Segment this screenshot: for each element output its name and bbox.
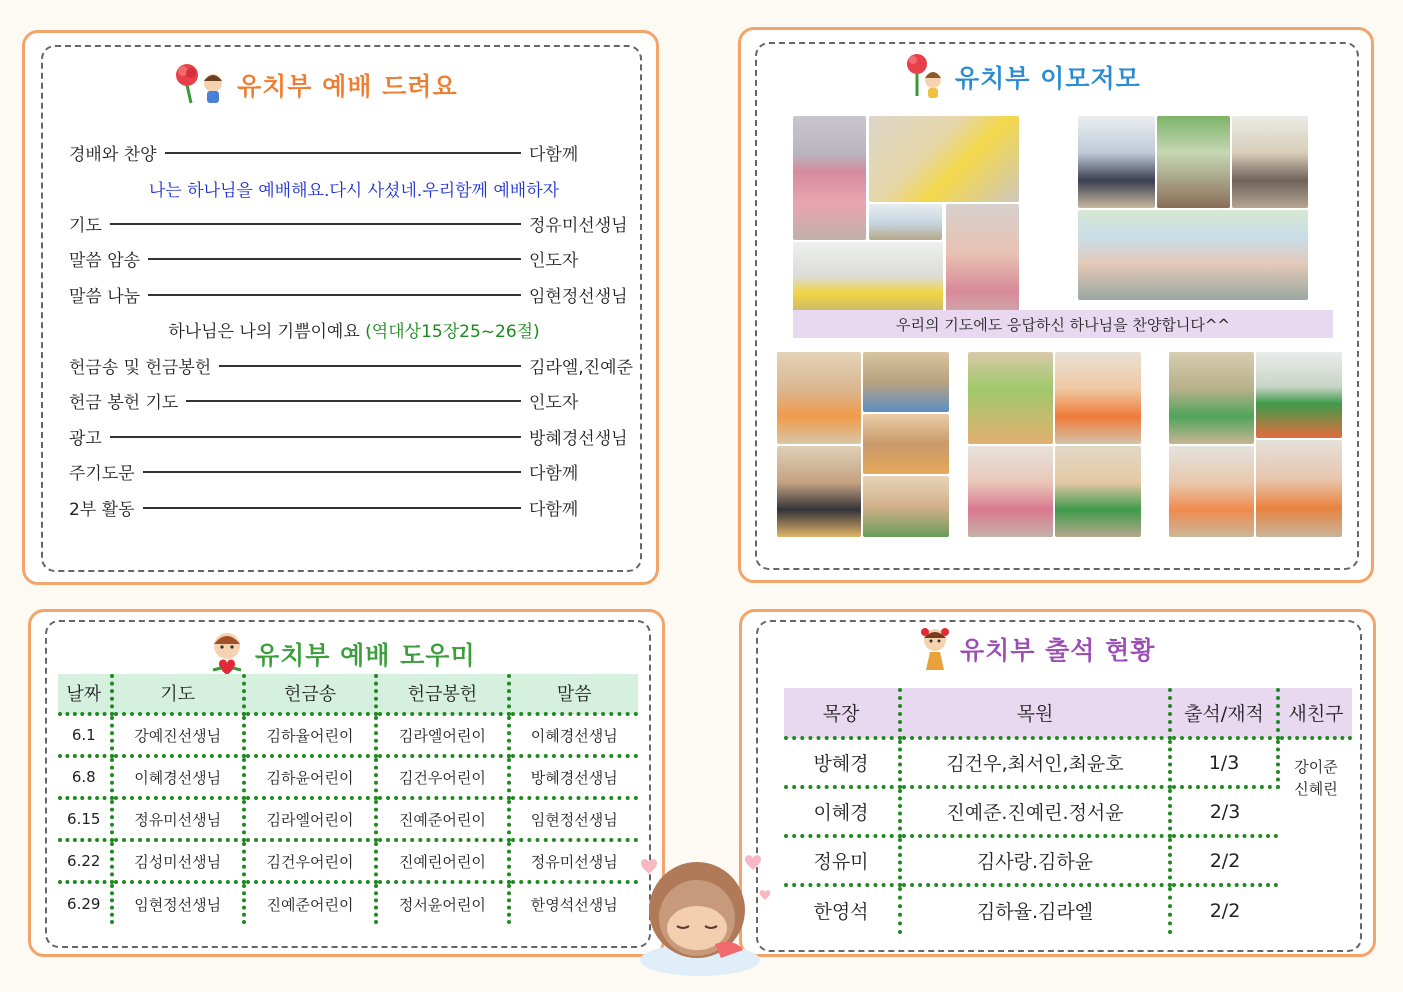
new-friend-name: 강이준: [1294, 758, 1338, 776]
table-row: 이혜경 진예준.진예린.정서윤 2/3: [784, 787, 1352, 836]
photo-leaf-girl-pink: [968, 446, 1053, 537]
attendance-header-row: [784, 688, 1352, 738]
photo-craft-girl: [777, 352, 861, 444]
table-row: 6.29 임현정선생님 진예준어린이 정서윤어린이 한영석선생님: [58, 882, 638, 924]
carnation-girl-icon: [903, 52, 947, 102]
photo-leaf-boy: [968, 352, 1053, 444]
order-item-announcement: 광고 방혜경선생님: [69, 428, 628, 449]
header-new-friends: 새친구: [1278, 688, 1352, 738]
order-item-sermon: 말씀 나눔 임현정선생님: [69, 286, 628, 307]
helpers-panel: [28, 609, 665, 957]
photo-craft-girl-bottom: [777, 446, 861, 537]
header-prayer: 기도: [112, 674, 244, 714]
girl-icon: [918, 626, 952, 672]
gallery-caption: 우리의 기도에도 응답하신 하나님을 찬양합니다^^: [793, 310, 1333, 338]
header-offering-song: 헌금송: [244, 674, 376, 714]
sermon-reference: (역대상15장25~26절): [365, 322, 540, 342]
photo-hand-boy: [1169, 352, 1254, 444]
table-row: 한영석 김하율.김라엘 2/2: [784, 885, 1352, 934]
order-item-activity: 2부 활동 다함께: [69, 499, 579, 520]
photo-classroom-stage: [869, 204, 942, 240]
photo-boy-smiling: [869, 116, 1019, 202]
praise-song-list: 나는 하나님을 예배해요.다시 사셨네.우리함께 예배하자: [148, 181, 560, 201]
table-row: 방혜경 김건우,최서인,최윤호 1/3 강이준 신혜린: [784, 738, 1352, 787]
table-row: 6.15 정유미선생님 김라엘어린이 진예준어린이 임현정선생님: [58, 798, 638, 840]
sermon-title: 하나님은 나의 기쁨이예요: [168, 322, 360, 342]
photo-craft-boy-top: [863, 352, 949, 412]
gallery-panel: [738, 27, 1374, 583]
photo-boy-hug: [1078, 116, 1155, 208]
header-word: 말씀: [509, 674, 638, 714]
photo-classroom-kids: [1157, 116, 1230, 208]
header-members: 목원: [900, 688, 1170, 738]
photo-hand-girl-2: [1256, 440, 1342, 537]
gallery-title: 유치부 이모저모: [903, 52, 1141, 102]
new-friends-cell: [1278, 738, 1352, 934]
table-row: 6.8 이혜경선생님 김하윤어린이 김건우어린이 방혜경선생님: [58, 756, 638, 798]
photo-craft-boy-bottom: [863, 476, 949, 537]
attendance-title: 유치부 출석 현황: [918, 626, 1155, 672]
table-row: 6.1 강예진선생님 김하율어린이 김라엘어린이 이혜경선생님: [58, 714, 638, 756]
sleeping-child-mascot: [625, 848, 775, 978]
photo-leaf-boy-green: [1055, 446, 1141, 537]
attendance-panel: [739, 609, 1376, 957]
photo-group-stage: [1078, 210, 1308, 300]
photo-leaf-girl: [1055, 352, 1141, 444]
order-item-offering-prayer: 헌금 봉헌 기도 인도자: [69, 392, 579, 413]
table-row: 6.22 김성미선생님 김건우어린이 진예린어린이 정유미선생님: [58, 840, 638, 882]
photo-girl-microphone: [1232, 116, 1308, 208]
helpers-title: 유치부 예배 도우미: [207, 630, 476, 678]
helpers-table: [58, 674, 638, 924]
photo-craft-boy-mid: [863, 414, 949, 474]
attendance-table: [784, 688, 1352, 934]
order-item-prayer: 기도 정유미선생님: [69, 215, 628, 236]
header-offering: 헌금봉헌: [376, 674, 508, 714]
header-attendance: 출석/재적: [1170, 688, 1278, 738]
carnation-boy-icon: [173, 61, 229, 109]
photo-hand-leaf: [1256, 352, 1342, 438]
sermon-title-line: [69, 317, 639, 342]
kid-heart-icon: [207, 630, 247, 678]
worship-title: 유치부 예배 드려요: [173, 61, 458, 109]
order-item-offering: 헌금송 및 헌금봉헌 김라엘,진예준: [69, 357, 633, 378]
photo-girl-pink-dress: [793, 116, 866, 240]
order-item-lords-prayer: 주기도문 다함께: [69, 463, 579, 484]
order-item-memorize: 말씀 암송 인도자: [69, 250, 579, 271]
helpers-header-row: [58, 674, 638, 714]
photo-hand-girl: [1169, 446, 1254, 537]
new-friend-name: 신혜린: [1294, 780, 1338, 798]
header-group: 목장: [784, 688, 900, 738]
worship-order-panel: [22, 30, 659, 585]
order-item-praise: 경배와 찬양 다함께: [69, 144, 579, 165]
header-date: 날짜: [58, 674, 112, 714]
table-row: 정유미 김사랑.김하윤 2/2: [784, 836, 1352, 885]
